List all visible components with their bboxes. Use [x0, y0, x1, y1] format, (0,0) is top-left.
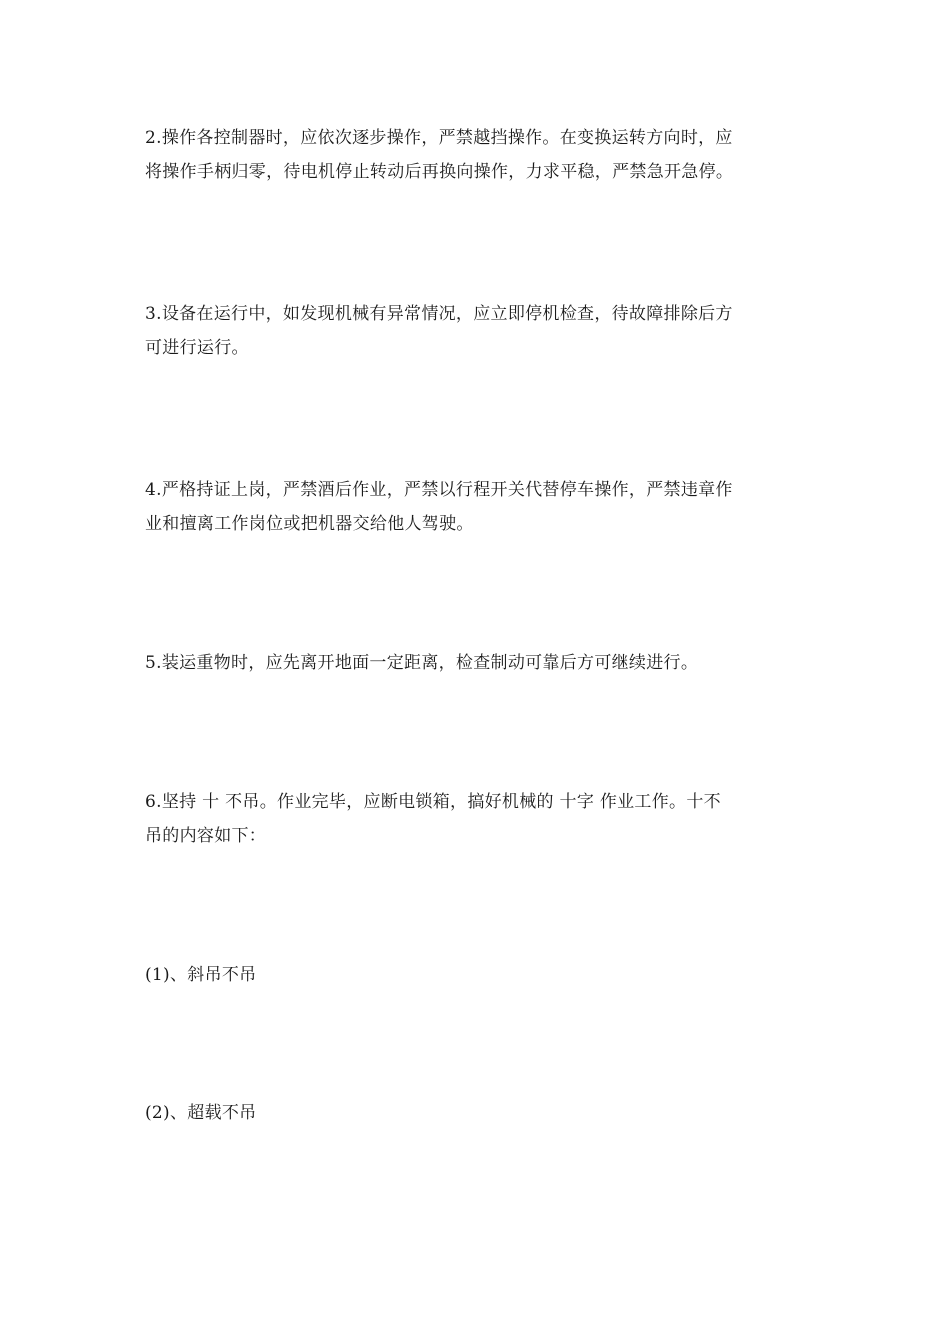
list-item-2 — [145, 1096, 810, 1130]
paragraph-item-6 — [145, 785, 810, 853]
paragraph-item-3 — [145, 297, 810, 365]
text-line: (2)、超载不吊 — [145, 1103, 257, 1123]
paragraph-item-4 — [145, 473, 810, 541]
list-item-1 — [145, 958, 810, 992]
paragraph-item-5 — [145, 646, 810, 680]
text-line: 业和擅离工作岗位或把机器交给他人驾驶。 — [145, 514, 474, 534]
text-line: 3.设备在运行中，如发现机械有异常情况，应立即停机检查，待故障排除后方 — [145, 304, 733, 324]
text-line: 可进行运行。 — [145, 338, 249, 358]
text-line: (1)、斜吊不吊 — [145, 965, 257, 985]
text-line: 6.坚持 十 不吊。作业完毕，应断电锁箱，搞好机械的 十字 作业工作。十不 — [145, 792, 721, 812]
text-line: 5.装运重物时，应先离开地面一定距离，检查制动可靠后方可继续进行。 — [145, 653, 699, 673]
text-line: 吊的内容如下： — [145, 826, 267, 846]
text-line: 将操作手柄归零，待电机停止转动后再换向操作，力求平稳，严禁急开急停。 — [145, 162, 734, 182]
paragraph-item-2 — [145, 121, 810, 189]
text-line: 2.操作各控制器时，应依次逐步操作，严禁越挡操作。在变换运转方向时，应 — [145, 128, 733, 148]
text-line: 4.严格持证上岗，严禁酒后作业，严禁以行程开关代替停车操作，严禁违章作 — [145, 480, 733, 500]
